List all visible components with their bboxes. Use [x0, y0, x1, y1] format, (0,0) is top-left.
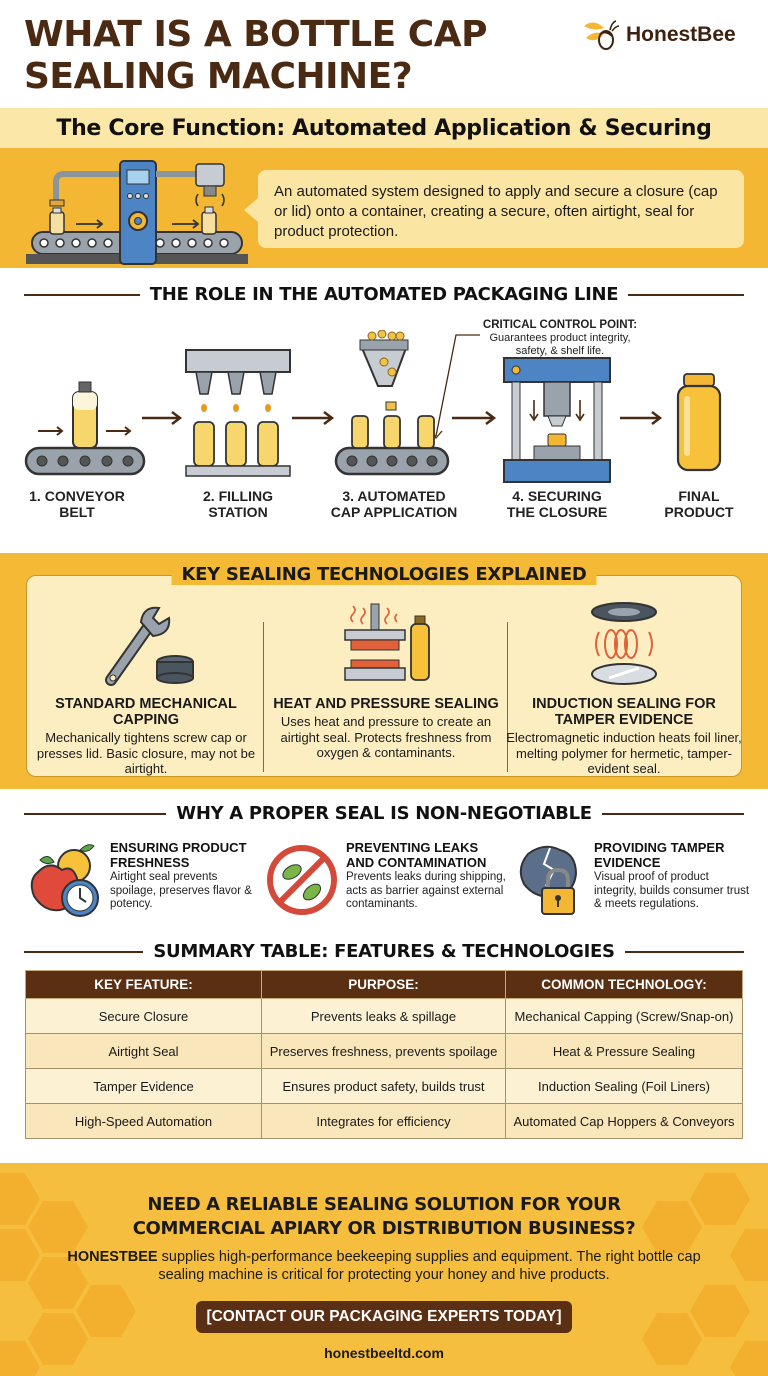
step-final-product: FINAL PRODUCT — [664, 488, 734, 520]
table-header-row: KEY FEATURE: PURPOSE: COMMON TECHNOLOGY: — [26, 971, 743, 999]
why-section-heading: WHY A PROPER SEAL IS NON-NEGOTIABLE — [24, 803, 744, 824]
core-function-title: The Core Function: Automated Application & Securing — [56, 115, 712, 141]
cta-body: HONESTBEE supplies high-performance beekeeping supplies and equipment. The right bottle cap sealing machine is critical for protecting your honey and hive products. — [67, 1249, 701, 1283]
tech-section-heading: KEY SEALING TECHNOLOGIES EXPLAINED — [172, 564, 597, 585]
why-tamper-evidence: PROVIDING TAMPER EVIDENCE Visual proof of product integrity, builds consumer trust & meets regulations. — [514, 840, 754, 920]
step-securing-closure: 4. SECURING THE CLOSURE — [506, 488, 608, 520]
summary-section-heading: SUMMARY TABLE: FEATURES & TECHNOLOGIES — [24, 941, 744, 962]
summary-table — [25, 970, 743, 1139]
final-product-icon — [678, 374, 720, 470]
arrow-icon — [620, 412, 660, 424]
why-freshness: ENSURING PRODUCT FRESHNESS Airtight seal prevents spoilage, preserves flavor & potency. — [24, 840, 260, 920]
divider — [24, 294, 140, 296]
step-conveyor-belt: 1. CONVEYOR BELT — [29, 488, 125, 520]
step-cap-application: 3. AUTOMATED CAP APPLICATION — [330, 488, 458, 520]
divider — [628, 294, 744, 296]
conveyor-belt-icon — [26, 382, 144, 474]
capping-machine-icon — [22, 156, 252, 268]
table-row: Tamper Evidence Ensures product safety, builds trust Induction Sealing (Foil Liners) — [26, 1069, 743, 1104]
cap-hopper-icon — [336, 330, 448, 474]
honeycomb-decor — [76, 1285, 136, 1337]
step-filling-station: 2. FILLING STATION — [203, 488, 273, 520]
core-function-band — [0, 108, 768, 148]
tech-heat-pressure: HEAT AND PRESSURE SEALING Uses heat and pressure to create an airtight seal. Protects freshness from oxygen & contaminants. — [267, 600, 505, 776]
divider — [24, 951, 143, 953]
heat-press-icon — [331, 602, 441, 686]
filling-station-icon — [186, 350, 290, 476]
page-title: WHAT IS A BOTTLE CAP SEALING MACHINE? — [24, 14, 487, 97]
bee-icon — [582, 18, 622, 52]
divider — [24, 813, 166, 815]
honeycomb-decor — [690, 1285, 750, 1337]
core-description: An automated system designed to apply and secure a closure (cap or lid) onto a container, creating a secure, often airtight, seal for product protection. — [258, 170, 744, 248]
logo-text: HonestBee — [626, 23, 736, 46]
cta-heading: NEED A RELIABLE SEALING SOLUTION FOR YOUR COMMERCIAL APIARY OR DISTRIBUTION BUSINESS? — [132, 1194, 636, 1239]
wrench-cap-icon — [91, 602, 201, 686]
brand-logo[interactable] — [582, 18, 736, 52]
table-row: Airtight Seal Preserves freshness, prevents spoilage Heat & Pressure Sealing — [26, 1034, 743, 1069]
arrow-icon — [142, 412, 180, 424]
contact-experts-button[interactable]: [CONTACT OUR PACKAGING EXPERTS TODAY] — [196, 1301, 572, 1333]
tech-card — [26, 564, 742, 777]
header — [0, 0, 768, 108]
role-section-heading: THE ROLE IN THE AUTOMATED PACKAGING LINE — [24, 284, 744, 305]
table-row: Secure Closure Prevents leaks & spillage Mechanical Capping (Screw/Snap-on) — [26, 999, 743, 1034]
divider — [602, 813, 744, 815]
core-function-body — [0, 148, 768, 268]
arrow-icon — [452, 412, 494, 424]
tech-section — [0, 553, 768, 789]
induction-coil-icon — [569, 602, 679, 686]
press-machine-icon — [504, 358, 610, 482]
website-link[interactable]: honestbeeltd.com — [324, 1345, 444, 1361]
divider — [625, 951, 744, 953]
critical-control-callout: CRITICAL CONTROL POINT: Guarantees product integrity, safety, & shelf life. — [482, 319, 638, 357]
table-row: High-Speed Automation Integrates for efficiency Automated Cap Hoppers & Conveyors — [26, 1104, 743, 1139]
tech-mechanical-capping: STANDARD MECHANICAL CAPPING Mechanically tightens screw cap or presses lid. Basic closure, may not be airtight. — [27, 600, 265, 776]
arrow-icon — [292, 412, 332, 424]
no-bacteria-icon — [266, 840, 340, 920]
cta-section — [0, 1163, 768, 1376]
why-contamination: PREVENTING LEAKS AND CONTAMINATION Prevents leaks during shipping, acts as barrier against external contaminants. — [266, 840, 522, 920]
tech-induction-sealing: INDUCTION SEALING FOR TAMPER EVIDENCE Electromagnetic induction heats foil liner, melting polymer for hermetic, tamper-evident seal. — [505, 600, 743, 776]
broken-seal-lock-icon — [514, 840, 588, 920]
fruit-clock-icon — [24, 840, 104, 920]
